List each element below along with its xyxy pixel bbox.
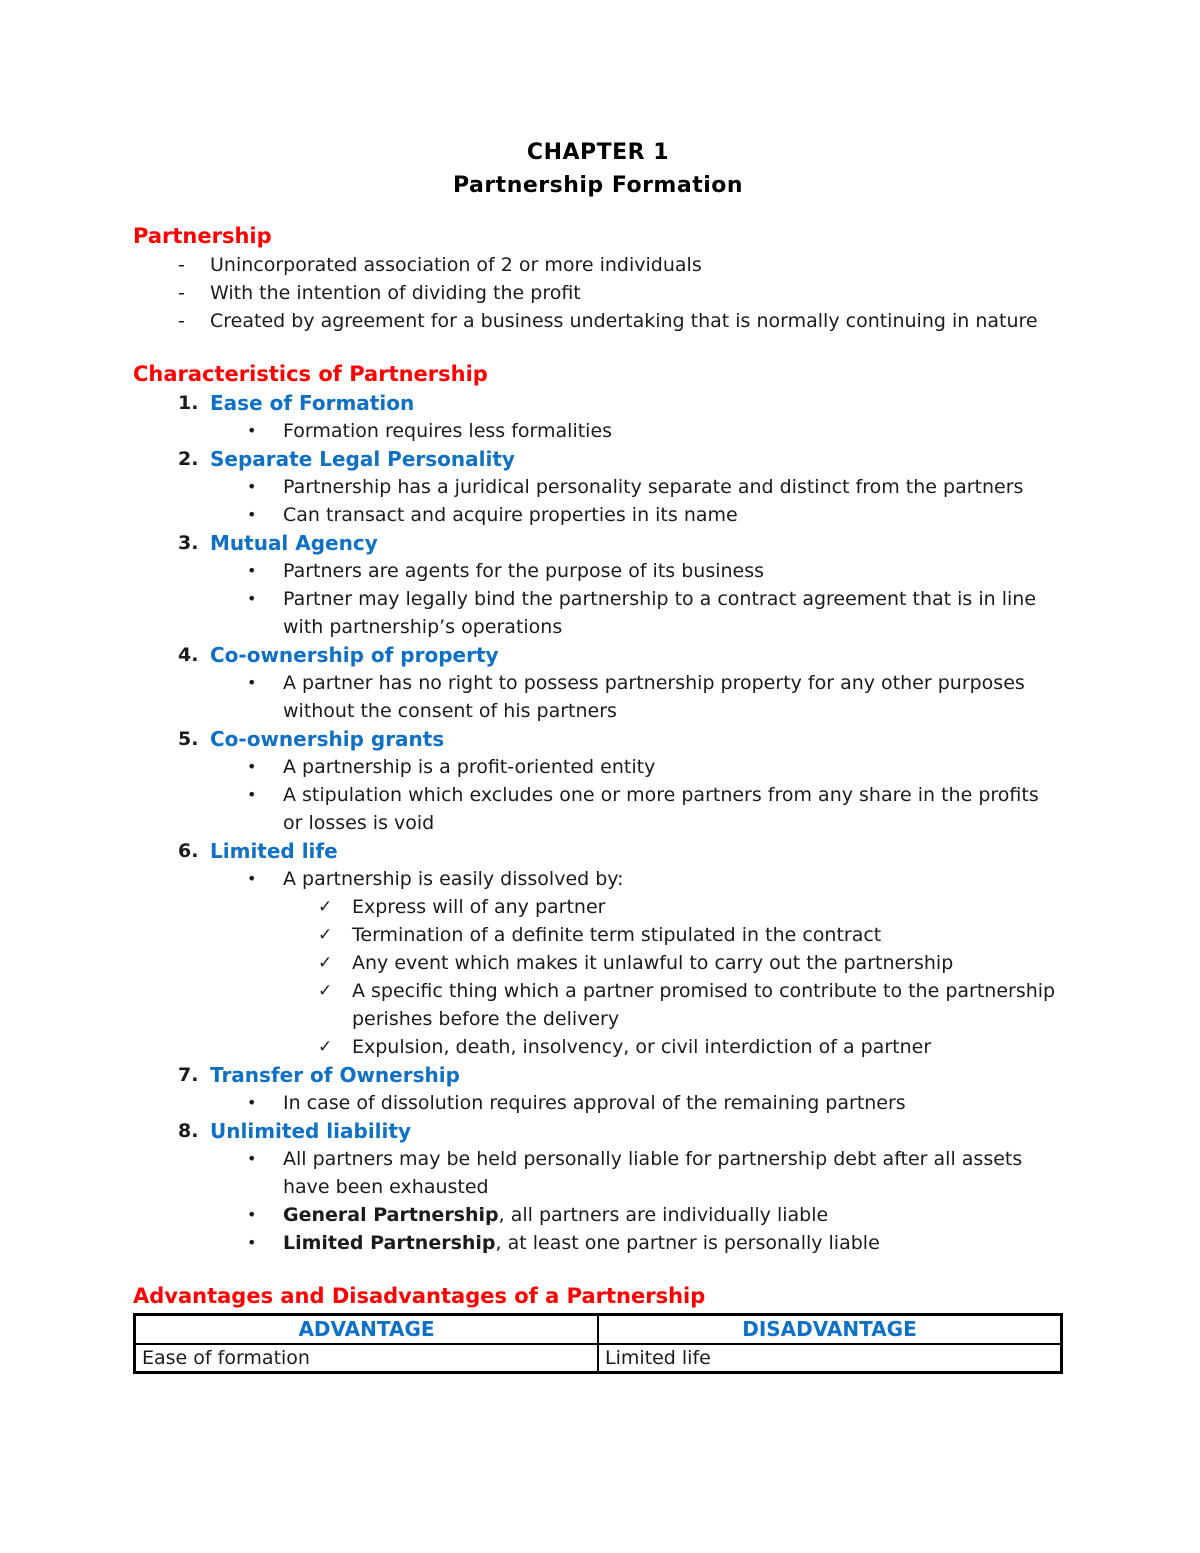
bullet-item	[133, 1145, 1063, 1201]
check-item-text: Termination of a definite term stipulated in the contract	[352, 924, 882, 946]
bullet-icon: •	[247, 785, 257, 804]
bullet-icon: •	[247, 869, 257, 888]
bullet-item-text	[283, 865, 1063, 893]
title-block	[133, 136, 1063, 202]
bullet-item	[133, 557, 1063, 585]
bullet-text: Can transact and acquire properties in its name	[283, 504, 738, 526]
characteristic-title: Unlimited liability	[210, 1119, 411, 1143]
list-number: 6.	[178, 840, 199, 862]
chapter-title: CHAPTER 1	[526, 140, 670, 165]
bullet-item-text	[283, 501, 1063, 529]
list-number: 8.	[178, 1120, 199, 1142]
check-icon: ✓	[318, 981, 333, 1001]
characteristic-title: Ease of Formation	[210, 391, 415, 415]
dash-item-text: With the intention of dividing the profit	[210, 282, 581, 304]
bullet-text: A partner has no right to possess partnership property for any other purposes without the consent of his partners	[283, 672, 1025, 722]
bullet-icon: •	[247, 1149, 257, 1168]
bullet-text: In case of dissolution requires approval of the remaining partners	[283, 1092, 906, 1114]
characteristic-item-8	[133, 1117, 1063, 1145]
check-item	[133, 977, 1063, 1033]
bullet-item-text	[283, 1201, 1063, 1229]
bullet-item	[133, 781, 1063, 837]
bullet-item	[133, 501, 1063, 529]
bullet-text: All partners may be held personally liable for partnership debt after all assets have been exhausted	[283, 1148, 1023, 1198]
list-number: 2.	[178, 448, 199, 470]
section-heading-characteristics: Characteristics of Partnership	[133, 362, 488, 386]
bullet-item-text	[283, 753, 1063, 781]
bullet-icon: •	[247, 589, 257, 608]
dash-icon: -	[178, 310, 185, 332]
table-cell-disadvantage: Limited life	[598, 1344, 1062, 1373]
list-number: 5.	[178, 728, 199, 750]
characteristic-title: Mutual Agency	[210, 531, 378, 555]
table-cell-advantage: Ease of formation	[135, 1344, 599, 1373]
characteristic-title: Transfer of Ownership	[210, 1063, 460, 1087]
bullet-text: , all partners are individually liable	[498, 1204, 829, 1226]
bullet-icon: •	[247, 561, 257, 580]
bullet-item	[133, 669, 1063, 725]
check-item-text: Express will of any partner	[352, 896, 606, 918]
dash-icon: -	[178, 254, 185, 276]
characteristic-item-6	[133, 837, 1063, 865]
bullet-item	[133, 1089, 1063, 1117]
bullet-text: A partnership is easily dissolved by:	[283, 868, 624, 890]
bullet-item-text	[283, 781, 1063, 837]
characteristic-title: Co-ownership grants	[210, 727, 445, 751]
bullet-item-text	[283, 1229, 1063, 1257]
bullet-item	[133, 1201, 1063, 1229]
check-item	[133, 921, 1063, 949]
bullet-item	[133, 753, 1063, 781]
check-icon: ✓	[318, 1037, 333, 1057]
bullet-item-text	[283, 1089, 1063, 1117]
list-number: 1.	[178, 392, 199, 414]
bullet-icon: •	[247, 1093, 257, 1112]
bullet-item-text	[283, 417, 1063, 445]
bullet-item	[133, 417, 1063, 445]
table-header-advantage: ADVANTAGE	[135, 1315, 599, 1344]
bullet-bold-lead: Limited Partnership	[283, 1232, 496, 1254]
check-icon: ✓	[318, 925, 333, 945]
dash-item-text: Unincorporated association of 2 or more individuals	[210, 254, 702, 276]
dash-item	[133, 251, 1063, 279]
characteristic-title: Limited life	[210, 839, 338, 863]
list-number: 4.	[178, 644, 199, 666]
section-heading-advantages: Advantages and Disadvantages of a Partnership	[133, 1284, 706, 1308]
check-item-text: A specific thing which a partner promised to contribute to the partnership perishes before the delivery	[352, 980, 1056, 1030]
bullet-item-text	[283, 585, 1063, 641]
advantages-table	[133, 1313, 1063, 1374]
check-item-text: Any event which makes it unlawful to carry out the partnership	[352, 952, 954, 974]
list-number: 3.	[178, 532, 199, 554]
characteristic-item-7	[133, 1061, 1063, 1089]
bullet-item	[133, 585, 1063, 641]
bullet-text: Partner may legally bind the partnership to a contract agreement that is in line with partnership’s operations	[283, 588, 1037, 638]
check-icon: ✓	[318, 897, 333, 917]
chapter-subtitle: Partnership Formation	[452, 173, 744, 198]
bullet-icon: •	[247, 1205, 257, 1224]
bullet-text: Partners are agents for the purpose of its business	[283, 560, 765, 582]
bullet-item-text	[283, 473, 1063, 501]
characteristic-title: Co-ownership of property	[210, 643, 499, 667]
bullet-item	[133, 473, 1063, 501]
bullet-item	[133, 1229, 1063, 1257]
characteristic-item-3	[133, 529, 1063, 557]
bullet-icon: •	[247, 421, 257, 440]
bullet-icon: •	[247, 1233, 257, 1252]
bullet-item	[133, 865, 1063, 893]
check-item	[133, 893, 1063, 921]
bullet-icon: •	[247, 757, 257, 776]
characteristic-item-1	[133, 389, 1063, 417]
check-item	[133, 1033, 1063, 1061]
check-item-text: Expulsion, death, insolvency, or civil interdiction of a partner	[352, 1036, 932, 1058]
dash-icon: -	[178, 282, 185, 304]
table-header-disadvantage: DISADVANTAGE	[598, 1315, 1062, 1344]
table-header-row	[135, 1315, 1062, 1344]
check-icon: ✓	[318, 953, 333, 973]
dash-item	[133, 279, 1063, 307]
bullet-text: Partnership has a juridical personality separate and distinct from the partners	[283, 476, 1024, 498]
table-row	[135, 1344, 1062, 1373]
bullet-item-text	[283, 1145, 1063, 1201]
bullet-bold-lead: General Partnership	[283, 1204, 499, 1226]
bullet-text: A partnership is a profit-oriented entity	[283, 756, 656, 778]
bullet-text: Formation requires less formalities	[283, 420, 613, 442]
bullet-text: A stipulation which excludes one or more partners from any share in the profits or losses is void	[283, 784, 1039, 834]
characteristic-item-4	[133, 641, 1063, 669]
list-number: 7.	[178, 1064, 199, 1086]
section-heading-partnership: Partnership	[133, 224, 272, 248]
characteristic-item-2	[133, 445, 1063, 473]
dash-item-text: Created by agreement for a business undertaking that is normally continuing in nature	[210, 310, 1038, 332]
bullet-item-text	[283, 557, 1063, 585]
bullet-text: , at least one partner is personally liable	[495, 1232, 880, 1254]
bullet-icon: •	[247, 477, 257, 496]
bullet-item-text	[283, 669, 1063, 725]
dash-item	[133, 307, 1063, 335]
bullet-icon: •	[247, 673, 257, 692]
bullet-icon: •	[247, 505, 257, 524]
characteristic-title: Separate Legal Personality	[210, 447, 515, 471]
characteristic-item-5	[133, 725, 1063, 753]
check-item	[133, 949, 1063, 977]
